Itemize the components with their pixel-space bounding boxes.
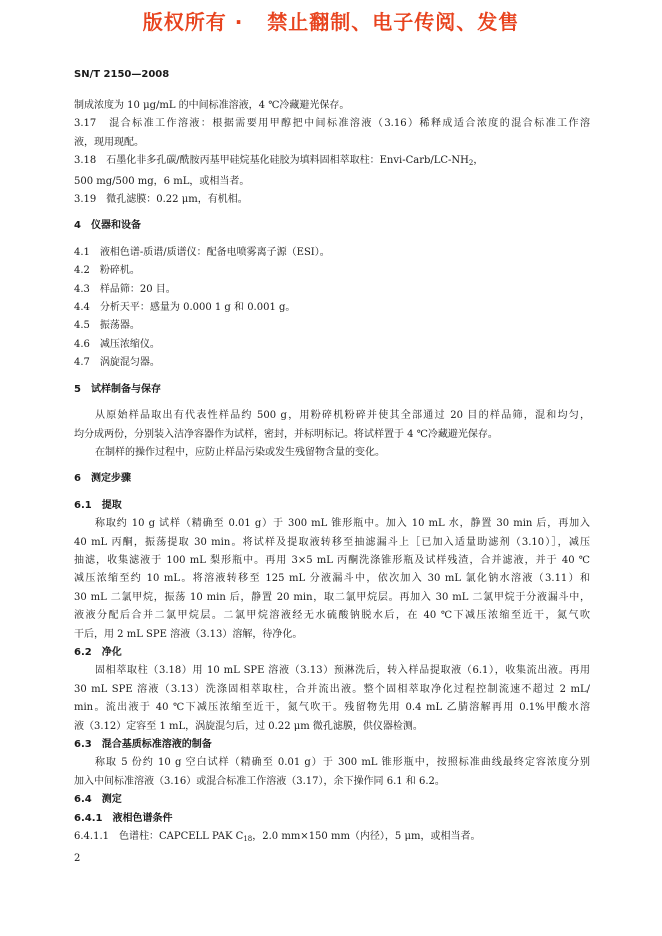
paragraph-line: 干后，用 2 mL SPE 溶液（3.13）溶解，待净化。 [74, 628, 303, 640]
paragraph-line: 固相萃取柱（3.18）用 10 mL SPE 溶液（3.13）预淋洗后，转入样品提取液（6.1），收集流出液。再用 [95, 665, 590, 677]
paragraph-line: 30 mL 二氯甲烷，振荡 10 min 后，静置 20 min，取二氯甲烷层。再加入 30 mL 二氯甲烷于分液漏斗中， [74, 591, 590, 603]
paragraph-line: 40 mL 丙酮，振荡提取 30 min。将试样及提取液转移至抽滤漏斗上［已加入适量助滤剂（3.10）］，减压 [74, 536, 590, 548]
clause-4-1: 4.1 液相色谱-质谱/质谱仪：配备电喷雾离子源（ESI）。 [74, 246, 330, 258]
punctuation: ， [473, 155, 484, 167]
paragraph-line: 加入中间标准溶液（3.16）或混合标准工作溶液（3.17），余下操作同 6.1 和 6.2。 [74, 775, 445, 787]
paragraph-line: 500 mg/500 mg，6 mL，或相当者。 [74, 175, 250, 187]
clause-4-2: 4.2 粉碎机。 [74, 265, 140, 277]
paragraph-line: 30 mL SPE 溶液（3.13）洗涤固相萃取柱，合并流出液。整个固相萃取净化过程控制流速不超过 2 mL/ [74, 683, 590, 695]
section-heading-6: 6 测定步骤 [74, 473, 131, 485]
clause-4-5: 4.5 振荡器。 [74, 320, 140, 332]
section-heading-5: 5 试样制备与保存 [74, 383, 161, 395]
paragraph-line: 从原始样品取出有代表性样品约 500 g，用粉碎机粉碎并使其全部通过 20 目的样品筛，混和均匀， [95, 410, 590, 422]
paragraph-line: 称取 5 份约 10 g 空白试样（精确至 0.01 g）于 300 mL 锥形瓶中，按照标准曲线最终定容浓度分别 [95, 757, 590, 769]
paragraph-line: min。流出液于 40 ℃下减压浓缩至近干，氮气吹干。残留物先用 0.4 mL 乙腈溶解再用 0.1%甲酸水溶 [74, 702, 590, 714]
paragraph-line: 液液分配后合并二氯甲烷层。二氯甲烷溶液经无水硫酸钠脱水后，在 40 ℃下减压浓缩至近干，氮气吹 [74, 610, 590, 622]
clause-4-3: 4.3 样品筛：20 目。 [74, 283, 176, 295]
paragraph-line: 液（3.12）定容至 1 mL，涡旋混匀后，过 0.22 μm 微孔滤膜，供仪器检测。 [74, 720, 423, 732]
clause-text: ，2.0 mm×150 mm（内径），5 μm，或相当者。 [252, 831, 481, 843]
paragraph-line: 在制样的操作过程中，应防止样品污染或发生残留物含量的变化。 [95, 446, 385, 458]
subsection-heading-6-4-1: 6.4.1 液相色谱条件 [74, 812, 173, 824]
document-body [74, 97, 590, 848]
clause-4-7: 4.7 涡旋混匀器。 [74, 357, 160, 369]
subsection-heading-6-2: 6.2 净化 [74, 646, 122, 658]
paragraph-line: 抽滤，收集滤液于 100 mL 梨形瓶中。再用 3×5 mL 丙酮洗涤锥形瓶及试样残渣，合并滤液，并于 40 ℃ [74, 554, 590, 566]
clause-4-4: 4.4 分析天平：感量为 0.000 1 g 和 0.001 g。 [74, 302, 296, 314]
clause-3-19: 3.19 微孔滤膜：0.22 μm，有机相。 [74, 194, 248, 206]
clause-6-4-1-1 [74, 828, 590, 848]
paragraph-line: 均分成两份，分别装入洁净容器作为试样，密封，并标明标记。将试样置于 4 ℃冷藏避光保存。 [74, 428, 498, 440]
paragraph-line: 制成浓度为 10 μg/mL 的中间标准溶液，4 ℃冷藏避光保存。 [74, 100, 350, 111]
subscript: 18 [243, 835, 253, 844]
section-heading-4: 4 仪器和设备 [74, 220, 141, 232]
subsection-heading-6-3: 6.3 混合基质标准溶液的制备 [74, 739, 212, 750]
subsection-heading-6-1: 6.1 提取 [74, 499, 122, 511]
subscript: 2 [468, 159, 474, 168]
standard-number: SN/T 2150—2008 [74, 69, 170, 80]
clause-4-6: 4.6 减压浓缩仪。 [74, 338, 160, 350]
clause-text: 6.4.1.1 色谱柱：CAPCELL PAK C [74, 831, 244, 843]
copyright-watermark: 版权所有 · 禁止翻制、电子传阅、发售 [142, 10, 520, 34]
paragraph-line: 称取约 10 g 试样（精确至 0.01 g）于 300 mL 锥形瓶中。加入 10 mL 水，静置 30 min 后，再加入 [95, 518, 590, 530]
clause-text: 3.18 石墨化非多孔碳/酰胺丙基甲硅烷基化硅胶为填料固相萃取柱：Envi-Carb/LC-NH [74, 155, 469, 167]
page-number: 2 [74, 853, 81, 864]
paragraph-line: 液，现用现配。 [74, 136, 144, 148]
clause-3-18 [74, 152, 590, 172]
subsection-heading-6-4: 6.4 测定 [74, 794, 122, 806]
clause-3-17: 3.17 混合标准工作溶液：根据需要用甲醇把中间标准溶液（3.16）稀释成适合浓度的混合标准工作溶 [74, 118, 590, 130]
paragraph-line: 减压浓缩至约 10 mL。将溶液转移至 125 mL 分液漏斗中，依次加入 30 mL 氯化钠水溶液（3.11）和 [74, 573, 590, 585]
